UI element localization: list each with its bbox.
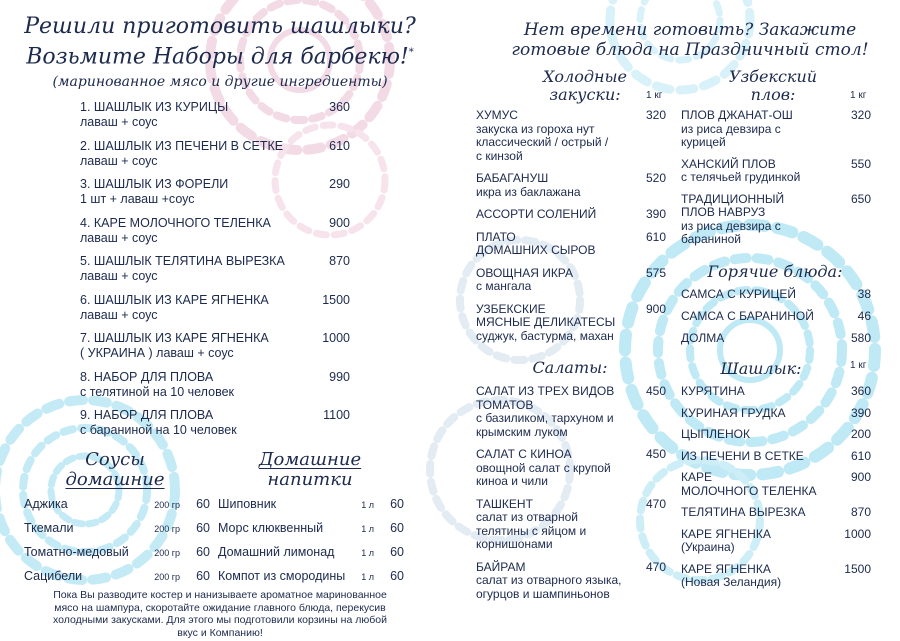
item-name: КУРЯТИНА [681, 384, 745, 398]
item-desc: 1 шт + лаваш +соус [80, 192, 195, 206]
item-price: 60 [196, 569, 210, 583]
menu-item [218, 496, 404, 520]
drinks-list [218, 496, 404, 592]
menu-item [24, 520, 210, 544]
item-name: 1. ШАШЛЫК ИЗ КУРИЦЫ [80, 100, 229, 114]
item-desc: (Новая Зеландия) [681, 575, 782, 589]
menu-item [476, 109, 666, 163]
item-desc: салат из отварной [476, 510, 578, 524]
menu-item [681, 506, 871, 520]
menu-item [681, 428, 871, 442]
item-desc: огурцов и шампиньонов [476, 586, 610, 601]
shashlik-unit: 1 кг [850, 360, 867, 371]
item-name: ПЛОВ НАВРУЗ [681, 205, 766, 219]
menu-item [681, 528, 871, 555]
item-name: ТРАДИЦИОННЫЙ [681, 191, 785, 206]
item-price: 990 [329, 369, 350, 384]
item-price: 580 [850, 331, 871, 345]
menu-item [681, 407, 871, 421]
item-name: КАРЕ [681, 470, 713, 484]
item-price: 60 [196, 497, 210, 511]
item-name: Шиповник [218, 497, 277, 511]
item-name: ТАШКЕНТ [476, 496, 533, 511]
item-name: ПЛОВ ДЖАНАТ-ОШ [681, 108, 793, 122]
item-desc: (Украина) [681, 540, 735, 554]
drinks-title-line1: Домашние [258, 449, 362, 470]
item-name: МОЛОЧНОГО ТЕЛЕНКА [681, 483, 817, 498]
item-price: 60 [390, 521, 404, 535]
item-price: 470 [645, 496, 666, 511]
item-desc: телятины с яйцом и [476, 523, 587, 538]
item-name: ДОЛМА [681, 331, 725, 345]
item-name: 8. НАБОР ДЛЯ ПЛОВА [80, 369, 214, 384]
item-price: 450 [645, 447, 666, 461]
menu-item [80, 331, 350, 370]
item-price: 1000 [844, 526, 871, 541]
menu-item [681, 385, 871, 399]
item-desc: крымским луком [476, 424, 568, 439]
sauces-list [24, 496, 210, 592]
right-heading [480, 20, 900, 60]
item-unit: 200 гр [154, 572, 180, 582]
item-name: КУРИНАЯ ГРУДКА [681, 405, 786, 420]
menu-item [218, 544, 404, 568]
item-price: 610 [850, 448, 871, 463]
menu-item [681, 450, 871, 464]
item-price: 870 [850, 505, 871, 519]
item-price: 320 [645, 108, 666, 122]
item-price: 320 [850, 108, 871, 122]
item-name: ИЗ ПЕЧЕНИ В СЕТКЕ [681, 448, 804, 463]
item-desc: с мангала [476, 279, 532, 293]
menu-item [80, 100, 350, 139]
menu-item [24, 544, 210, 568]
item-desc: лаваш + соус [80, 153, 158, 168]
item-name: 2. ШАШЛЫК ИЗ ПЕЧЕНИ В СЕТКЕ [80, 138, 284, 153]
pilaf-title [718, 68, 828, 104]
salads-list [476, 385, 666, 610]
footer-line: Пока Вы разводите костер и нанизываете ароматное маринованное [53, 589, 387, 601]
item-unit: 1 л [361, 524, 374, 534]
item-price: 60 [196, 545, 210, 559]
item-desc: из риса девзира с [681, 218, 781, 233]
item-price: 870 [329, 254, 350, 268]
item-price: 1500 [844, 561, 871, 576]
item-name: ТОМАТОВ [476, 397, 534, 412]
menu-item [476, 385, 666, 439]
item-name: КАРЕ ЯГНЕНКА [681, 561, 771, 576]
menu-item [218, 520, 404, 544]
item-price: 610 [329, 138, 350, 153]
item-price: 1500 [322, 292, 350, 307]
menu-item [681, 287, 871, 309]
item-name: САЛАТ С КИНОА [476, 447, 572, 461]
cold-unit: 1 кг [646, 90, 663, 101]
item-name: ПЛАТО [476, 229, 516, 244]
item-desc: с телячьей грудинкой [681, 170, 801, 184]
menu-item [476, 498, 666, 552]
menu-item [476, 231, 666, 258]
item-name: ХУМУС [476, 108, 518, 122]
item-name: БАЙРАМ [476, 559, 526, 574]
menu-item [476, 448, 666, 489]
left-heading [20, 14, 420, 70]
cold-appetizers-list [476, 109, 666, 352]
item-price: 610 [645, 229, 666, 244]
sauces-title [40, 450, 190, 490]
left-heading-star: * [408, 47, 414, 58]
item-name: Аджика [24, 497, 68, 511]
left-heading-line2 [20, 40, 420, 70]
item-name: 7. ШАШЛЫК ИЗ КАРЕ ЯГНЕНКА [80, 331, 269, 345]
menu-item [80, 177, 350, 216]
item-name: КАРЕ ЯГНЕНКА [681, 526, 771, 541]
item-price: 290 [329, 177, 350, 191]
menu-item [681, 158, 871, 185]
item-name: ОВОЩНАЯ ИКРА [476, 265, 574, 280]
item-desc: лаваш + соус [80, 230, 158, 245]
menu-item [476, 172, 666, 199]
item-price: 650 [850, 191, 871, 206]
item-price: 900 [645, 301, 666, 316]
pilaf-unit: 1 кг [850, 90, 867, 101]
item-desc: суджук, бастурма, махан [476, 328, 614, 343]
pilaf-title-line1: Узбекский [728, 67, 818, 86]
item-price: 60 [390, 545, 404, 559]
right-heading-line1: Нет времени готовить? Закажите [523, 20, 857, 40]
item-desc: икра из баклажана [476, 184, 581, 199]
item-price: 390 [645, 207, 666, 221]
left-subheading: (маринованное мясо и другие ингредиенты) [52, 74, 388, 90]
item-unit: 200 гр [154, 524, 180, 534]
item-name: АССОРТИ СОЛЕНИЙ [476, 207, 597, 221]
menu-item [681, 563, 871, 590]
drinks-title-line2: напитки [267, 469, 353, 490]
item-price: 575 [645, 265, 666, 280]
item-unit: 1 л [361, 500, 374, 510]
item-price: 900 [850, 470, 871, 484]
menu-item [80, 216, 350, 255]
menu-item [681, 309, 871, 331]
item-desc: овощной салат с крупой [476, 460, 611, 475]
item-name: УЗБЕКСКИЕ [476, 301, 546, 316]
item-name: БАБАГАНУШ [476, 171, 549, 185]
item-name: ДОМАШНИХ СЫРОВ [476, 243, 596, 257]
item-name: Ткемали [24, 521, 74, 535]
drinks-title [230, 450, 390, 490]
item-price: 520 [645, 171, 666, 185]
item-price: 38 [857, 287, 871, 301]
item-desc: корнишонами [476, 537, 553, 551]
item-unit: 200 гр [154, 548, 180, 558]
menu-item [476, 561, 666, 602]
menu-item [80, 254, 350, 293]
item-name: 5. ШАШЛЫК ТЕЛЯТИНА ВЫРЕЗКА [80, 254, 285, 268]
menu-item [24, 496, 210, 520]
salads-title: Салаты: [532, 358, 608, 377]
menu-item [476, 267, 666, 294]
footer-line: вкус и Компанию! [177, 626, 263, 639]
item-unit: 1 л [361, 548, 374, 558]
bbq-sets-list [80, 100, 350, 447]
item-desc: лаваш + соус [80, 307, 158, 322]
item-desc: лаваш + соус [80, 115, 158, 129]
item-name: МЯСНЫЕ ДЕЛИКАТЕСЫ [476, 315, 616, 329]
menu-item [681, 109, 871, 150]
menu-item [476, 208, 666, 222]
right-heading-line2: готовые блюда на Праздничный стол! [511, 40, 869, 60]
item-desc: киноа и чили [476, 474, 548, 488]
shashlik-list [681, 385, 871, 598]
cold-title [520, 68, 650, 104]
left-footer-note [20, 589, 420, 639]
item-name: ЦЫПЛЕНОК [681, 427, 750, 441]
item-name: 3. ШАШЛЫК ИЗ ФОРЕЛИ [80, 177, 229, 191]
hot-title: Горячие блюда: [707, 262, 843, 281]
menu-item [80, 370, 350, 409]
sauces-title-line1: Соусы [85, 449, 145, 470]
menu-item [681, 331, 871, 353]
menu-item [476, 303, 666, 344]
item-price: 1100 [323, 408, 350, 422]
item-desc: из риса девзира с [681, 121, 781, 136]
item-price: 1000 [322, 331, 350, 345]
item-name: САЛАТ ИЗ ТРЕХ ВИДОВ [476, 384, 615, 398]
item-price: 46 [857, 309, 871, 323]
item-desc: с телятиной на 10 человек [80, 384, 234, 399]
item-desc: курицей [681, 135, 726, 149]
item-name: Компот из смородины [218, 569, 346, 583]
item-price: 200 [850, 427, 871, 441]
item-desc: закуска из гороха нут [476, 121, 595, 136]
item-price: 360 [329, 100, 350, 114]
item-name: САМСА С БАРАНИНОЙ [681, 309, 814, 323]
item-price: 550 [850, 156, 871, 171]
item-name: Морс клюквенный [218, 521, 324, 535]
item-name: САМСА С КУРИЦЕЙ [681, 287, 797, 301]
footer-line: холодными закусками. Для этого мы подготовили корзины на любой [53, 614, 387, 626]
cold-title-line2: закуски: [549, 85, 621, 104]
item-desc: ( УКРАИНА ) лаваш + соус [80, 346, 234, 360]
menu-item [80, 139, 350, 178]
menu-item [681, 193, 871, 247]
item-desc: лаваш + соус [80, 269, 158, 283]
item-name: Сацибели [24, 569, 83, 583]
item-price: 60 [196, 521, 210, 535]
item-desc: салат из отварного языка, [476, 573, 622, 587]
cold-title-line1: Холодные [542, 67, 628, 86]
item-desc: с бараниной на 10 человек [80, 423, 237, 437]
menu-item [80, 293, 350, 332]
item-name: Домашний лимонад [218, 545, 335, 559]
item-name: ХАНСКИЙ ПЛОВ [681, 156, 776, 171]
item-price: 360 [850, 384, 871, 398]
item-name: 4. КАРЕ МОЛОЧНОГО ТЕЛЕНКА [80, 215, 271, 230]
item-name: 6. ШАШЛЫК ИЗ КАРЕ ЯГНЕНКА [80, 292, 269, 307]
item-unit: 1 л [361, 572, 374, 582]
item-price: 470 [645, 559, 666, 574]
item-desc: с кинзой [476, 148, 523, 163]
item-desc: классический / острый / [476, 135, 609, 149]
footer-line: мясо на шампура, скоротайте ожидание главного блюда, перекусив [54, 601, 386, 614]
item-name: Томатно-медовый [24, 545, 129, 559]
item-price: 60 [390, 569, 404, 583]
item-price: 900 [329, 215, 350, 230]
item-price: 60 [390, 497, 404, 511]
menu-item [681, 471, 871, 498]
item-desc: бараниной [681, 232, 741, 246]
item-name: 9. НАБОР ДЛЯ ПЛОВА [80, 408, 214, 422]
pilaf-list [681, 109, 871, 255]
item-unit: 200 гр [154, 500, 180, 510]
pilaf-title-line2: плов: [750, 85, 796, 104]
hot-dishes-list [681, 287, 871, 353]
menu-item [80, 408, 350, 447]
sauces-title-line2: домашние [65, 469, 165, 490]
item-desc: с базиликом, тархуном и [476, 411, 614, 425]
shashlik-title: Шашлык: [720, 359, 802, 378]
left-heading-line1: Решили приготовить шашлыки? [24, 14, 416, 39]
item-price: 450 [645, 384, 666, 398]
left-heading-line2-text: Возьмите Наборы для барбекю! [26, 44, 409, 70]
item-price: 390 [850, 405, 871, 420]
item-name: ТЕЛЯТИНА ВЫРЕЗКА [681, 505, 806, 519]
